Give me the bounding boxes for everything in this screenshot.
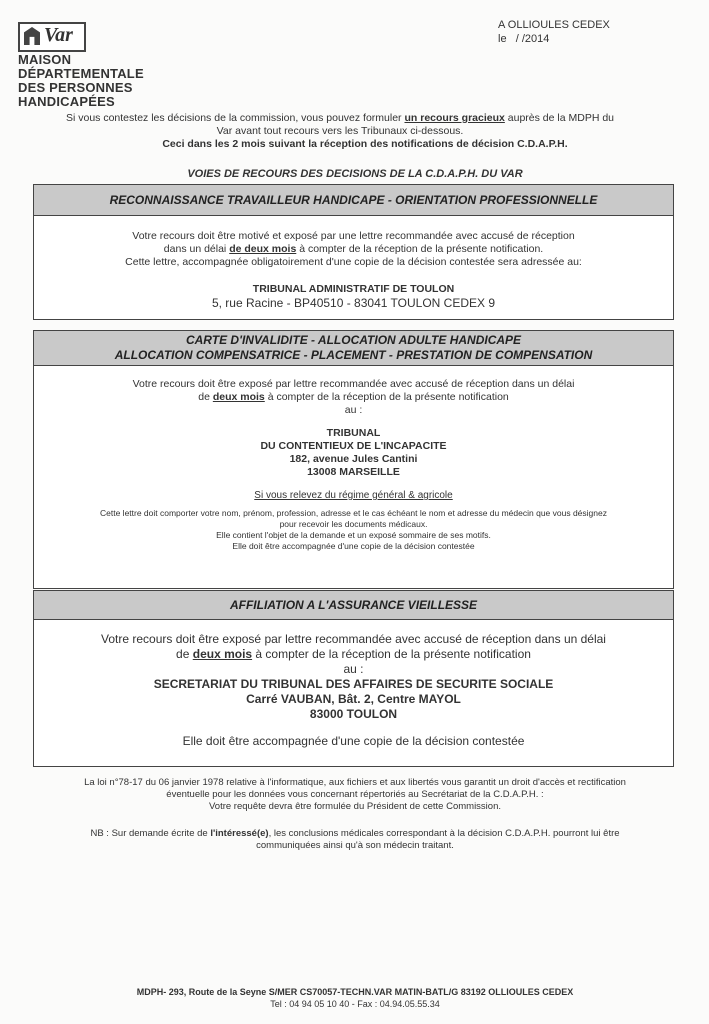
court-name: TRIBUNAL ADMINISTRATIF DE TOULON	[252, 283, 455, 295]
footer-phone: Tel : 04 94 05 10 40 - Fax : 04.94.05.55.34	[270, 999, 440, 1009]
court-line: 83000 TOULON	[309, 707, 398, 721]
deadline-emphasis: deux mois	[192, 647, 253, 661]
date-value: / /2014	[515, 33, 550, 45]
nb-note	[20, 828, 690, 852]
section-vieillesse-body	[34, 620, 673, 749]
deadline-emphasis: de deux mois	[229, 243, 297, 255]
court-line: DU CONTENTIEUX DE L'INCAPACITE	[260, 440, 447, 452]
intro-text	[10, 112, 670, 151]
city: A OLLIOULES CEDEX	[498, 19, 610, 31]
small-note: Cette lettre doit comporter votre nom, prénom, profession, adresse et le cas échéant le nom et adresse du médecin que vous désignez	[100, 508, 607, 518]
org-line: DES PERSONNES	[18, 80, 133, 95]
recours-gracieux-emphasis: un recours gracieux	[404, 112, 505, 124]
court-line: TRIBUNAL	[326, 427, 381, 439]
section-invalidite-heading	[34, 331, 673, 366]
interesse-emphasis: l'intéressé(e)	[210, 828, 269, 839]
section-invalidite-body	[34, 366, 673, 552]
section-line: de	[198, 391, 213, 403]
section-rth	[33, 184, 674, 320]
footer	[20, 986, 690, 1010]
section-rth-line: dans un délai	[163, 243, 230, 255]
small-note: pour recevoir les documents médicaux.	[279, 519, 428, 529]
section-rth-body	[34, 216, 673, 311]
org-line: HANDICAPÉES	[18, 94, 115, 109]
org-line: DÉPARTEMENTALE	[18, 66, 144, 81]
person-figure-icon	[24, 27, 40, 45]
organization-name	[18, 53, 144, 109]
small-note: Elle contient l'objet de la demande et un exposé sommaire de ses motifs.	[216, 530, 491, 540]
court-line: 13008 MARSEILLE	[307, 466, 400, 478]
law-note	[20, 777, 690, 813]
court-line: 182, avenue Jules Cantini	[289, 453, 418, 465]
law-line: éventuelle pour les données vous concernant répertoriés au Secrétariat de la C.D.A.P.H. :	[166, 789, 544, 800]
section-vieillesse-heading: AFFILIATION A L'ASSURANCE VIEILLESSE	[34, 591, 673, 620]
section-line: à compter de la réception de la présente notification	[252, 647, 531, 661]
section-line: Votre recours doit être exposé par lettre recommandée avec accusé de réception dans un délai	[132, 378, 575, 390]
document-title: VOIES DE RECOURS DES DECISIONS DE LA C.D.A.P.H. DU VAR	[187, 168, 523, 180]
section-line: au :	[344, 404, 363, 416]
var-logo	[18, 22, 86, 52]
heading-line: ALLOCATION COMPENSATRICE - PLACEMENT - PRESTATION DE COMPENSATION	[114, 348, 593, 362]
intro-deadline: Ceci dans les 2 mois suivant la réception des notifications de décision C.D.A.P.H.	[162, 138, 568, 150]
section-rth-line: à compter de la réception de la présente notification.	[296, 243, 544, 255]
court-address: 5, rue Racine - BP40510 - 83041 TOULON CEDEX 9	[211, 296, 496, 310]
footer-address: MDPH- 293, Route de la Seyne S/MER CS70057-TECHN.VAR MATIN-BATL/G 83192 OLLIOULES CEDEX	[136, 987, 574, 997]
date-label: le	[498, 33, 507, 45]
closing-line: Elle doit être accompagnée d'une copie de la décision contestée	[182, 734, 525, 748]
section-invalidite	[33, 330, 674, 589]
court-line: SECRETARIAT DU TRIBUNAL DES AFFAIRES DE SECURITE SOCIALE	[153, 677, 554, 691]
section-rth-line: Cette lettre, accompagnée obligatoirement d'une copie de la décision contestée sera adressée au:	[125, 256, 582, 268]
intro-text-part: auprès de la MDPH du	[504, 112, 614, 124]
court-line: Carré VAUBAN, Bât. 2, Centre MAYOL	[246, 692, 461, 706]
logo-text: Var	[44, 24, 73, 46]
regime-note: Si vous relevez du régime général & agricole	[254, 490, 453, 501]
place-date	[498, 18, 610, 46]
nb-text: , les conclusions médicales correspondant à la décision C.D.A.P.H. pourront lui être	[268, 828, 620, 839]
heading-line: CARTE D'INVALIDITE - ALLOCATION ADULTE HANDICAPE	[185, 333, 522, 347]
section-line: Votre recours doit être exposé par lettre recommandée avec accusé de réception dans un délai	[101, 632, 606, 646]
section-line: de	[176, 647, 193, 661]
law-line: La loi n°78-17 du 06 janvier 1978 relative à l'informatique, aux fichiers et aux libertés vous garantit un droit d'accès et rectification	[84, 777, 626, 788]
nb-text: NB : Sur demande écrite de	[90, 828, 211, 839]
section-line: à compter de la réception de la présente notification	[264, 391, 509, 403]
intro-line: Var avant tout recours vers les Tribunaux ci-dessous.	[216, 125, 464, 137]
intro-text-part: Si vous contestez les décisions de la commission, vous pouvez formuler	[65, 112, 405, 124]
section-rth-line: Votre recours doit être motivé et exposé par une lettre recommandée avec accusé de réception	[132, 230, 575, 242]
law-line: Votre requête devra être formulée du Président de cette Commission.	[208, 801, 501, 812]
small-note: Elle doit être accompagnée d'une copie de la décision contestée	[232, 541, 475, 551]
section-line: au :	[343, 662, 364, 676]
nb-line: communiquées ainsi qu'à son médecin traitant.	[256, 840, 454, 851]
section-vieillesse	[33, 590, 674, 767]
deadline-emphasis: deux mois	[212, 391, 265, 403]
section-rth-heading: RECONNAISSANCE TRAVAILLEUR HANDICAPE - ORIENTATION PROFESSIONNELLE	[34, 185, 673, 216]
org-line: MAISON	[18, 52, 72, 67]
